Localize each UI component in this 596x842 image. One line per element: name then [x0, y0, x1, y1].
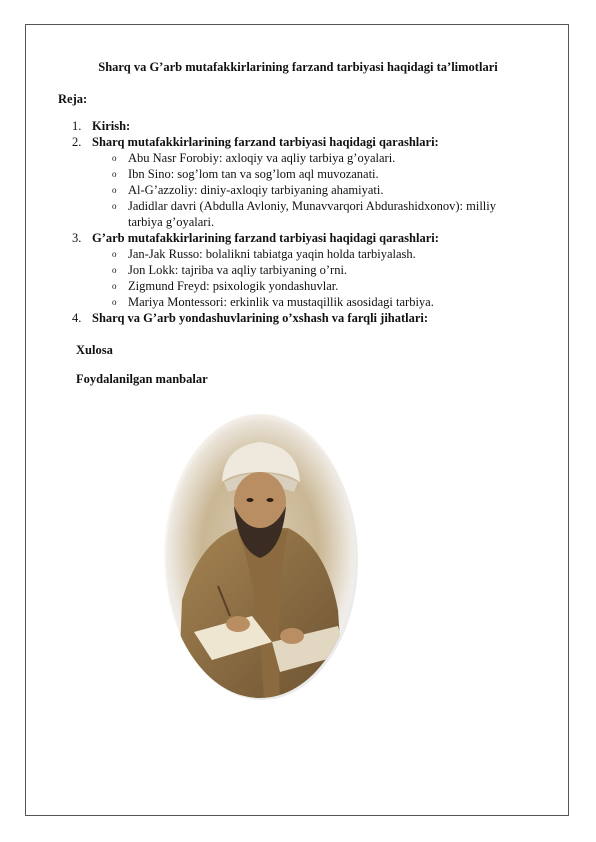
bullet-icon: o — [112, 249, 117, 259]
sub-item-text: Al-G’azzoliy: diniy-axloqiy tarbiyaning ahamiyati. — [128, 183, 384, 197]
sub-item-text: tarbiya g’oyalari. — [128, 215, 215, 229]
outline-item-label: G’arb mutafakkirlarining farzand tarbiyasi haqidagi qarashlari: — [92, 231, 439, 245]
sub-item-text: Jadidlar davri (Abdulla Avloniy, Munavvarqori Abdurashidxonov): milliy — [128, 199, 496, 213]
outline-number: 3. — [72, 231, 82, 245]
bullet-icon: o — [112, 201, 117, 211]
sub-item-text: Mariya Montessori: erkinlik va mustaqillik asosidagi tarbiya. — [128, 295, 434, 309]
sub-item-text: Jan-Jak Russo: bolalikni tabiatga yaqin holda tarbiyalash. — [128, 247, 416, 261]
sub-item-text: Ibn Sino: sog’lom tan va sog’lom aql muvozanati. — [128, 167, 379, 181]
bullet-icon: o — [112, 169, 117, 179]
bullet-icon: o — [112, 281, 117, 291]
document-title: Sharq va G’arb mutafakkirlarining farzand tarbiyasi haqidagi ta’limotlari — [98, 60, 498, 74]
bullet-icon: o — [112, 265, 117, 275]
outline-item-label: Sharq va G’arb yondashuvlarining o’xshash va farqli jihatlari: — [92, 311, 429, 325]
bullet-icon: o — [112, 297, 117, 307]
sub-item-text: Jon Lokk: tajriba va aqliy tarbiyaning o’rni. — [128, 263, 348, 277]
sub-item-text: Abu Nasr Forobiy: axloqiy va aqliy tarbiya g’oyalari. — [128, 151, 396, 165]
outline-item-label: Sharq mutafakkirlarining farzand tarbiyasi haqidagi qarashlari: — [92, 135, 439, 149]
sub-item-text: Zigmund Freyd: psixologik yondashuvlar. — [128, 279, 339, 293]
outline-item-label: Kirish: — [92, 119, 131, 133]
plan-label: Reja: — [58, 92, 88, 106]
outline-number: 1. — [72, 119, 82, 133]
bullet-icon: o — [112, 185, 117, 195]
scholar-portrait-icon — [160, 410, 360, 702]
references-heading: Foydalanilgan manbalar — [76, 372, 208, 386]
bullet-icon: o — [112, 153, 117, 163]
outline-number: 4. — [72, 311, 82, 325]
outline-number: 2. — [72, 135, 82, 149]
conclusion-heading: Xulosa — [76, 343, 113, 357]
